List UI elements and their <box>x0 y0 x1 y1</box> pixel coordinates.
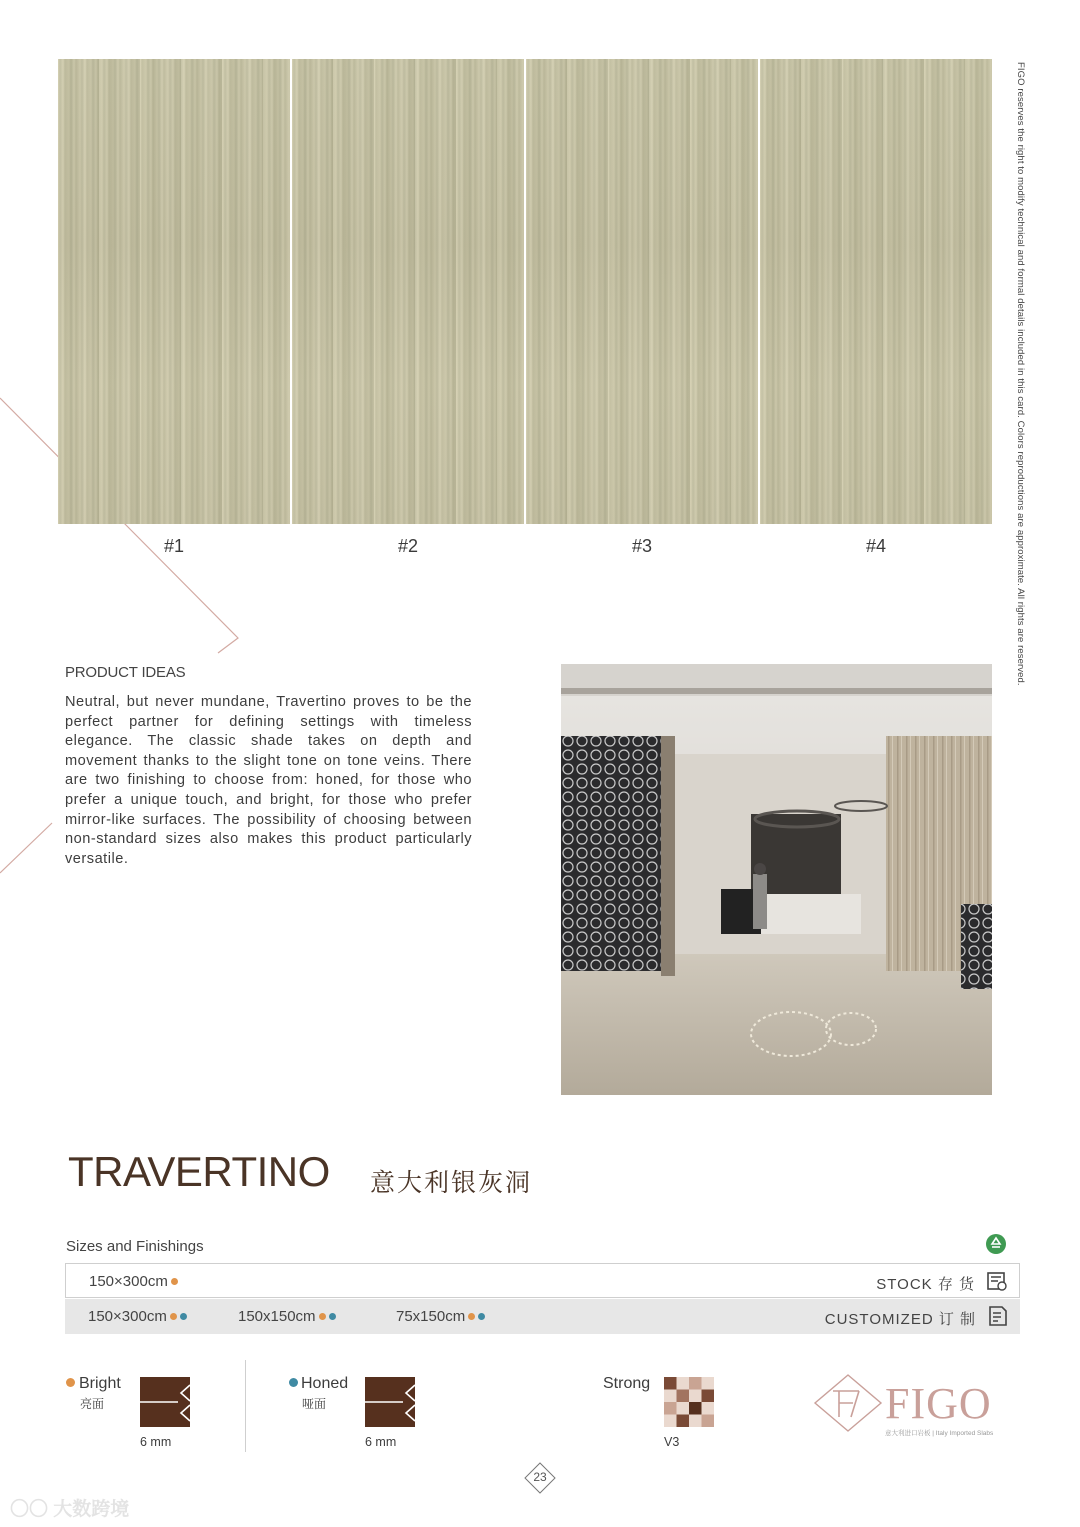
custom-size-cell <box>238 1308 336 1325</box>
swatch-label: #3 <box>631 536 653 556</box>
honed-dot-icon <box>180 1313 187 1320</box>
swatch-label: #2 <box>397 536 419 556</box>
finish-bright-thickness: 6 mm <box>140 1435 172 1449</box>
finish-honed-label: Honed <box>301 1375 349 1392</box>
sizes-title: Sizes and Finishings <box>66 1238 204 1255</box>
honed-dot-icon <box>478 1313 485 1320</box>
divider <box>245 1360 246 1452</box>
size-value: 75x150cm <box>396 1308 466 1325</box>
stock-size-cell <box>89 1273 178 1290</box>
product-name-cn: 意大利银灰洞 <box>370 1169 533 1197</box>
swatch-label: #1 <box>163 536 185 556</box>
finish-honed-cn: 哑面 <box>302 1397 327 1411</box>
bright-dot-icon <box>468 1313 475 1320</box>
honed-thickness-icon <box>365 1377 415 1427</box>
watermark <box>10 1494 129 1521</box>
stock-box-icon <box>985 1269 1009 1293</box>
brand-name: FIGO <box>885 1379 992 1428</box>
variation-pattern-icon <box>664 1377 714 1427</box>
finish-honed-thickness: 6 mm <box>365 1435 397 1449</box>
honed-dot-icon <box>289 1378 298 1387</box>
swatch-label: #4 <box>865 536 887 556</box>
recycle-icon <box>985 1233 1007 1255</box>
variation-code: V3 <box>664 1435 680 1449</box>
slab-swatch-2 <box>292 59 524 524</box>
customized-row <box>65 1299 1020 1334</box>
variation-label: Strong <box>603 1375 651 1392</box>
bright-dot-icon <box>319 1313 326 1320</box>
slab-swatch-3 <box>526 59 758 524</box>
size-value: 150x150cm <box>238 1308 316 1325</box>
finish-bright-cn: 亮面 <box>80 1397 105 1411</box>
watermark-text: 大数跨境 <box>53 1499 130 1520</box>
page-number: 23 <box>533 1470 547 1484</box>
stock-label: STOCK 存 货 <box>876 1276 975 1293</box>
slab-swatch-1 <box>58 59 290 524</box>
brand-tagline: 意大利进口岩板 | Italy Imported Slabs <box>885 1430 994 1437</box>
interior-photo <box>561 664 992 1095</box>
customized-label: CUSTOMIZED 订 制 <box>824 1311 976 1328</box>
finish-bright-label: Bright <box>79 1375 121 1392</box>
figo-logo-icon <box>813 1373 883 1433</box>
product-name: TRAVERTINO <box>68 1148 330 1195</box>
side-disclaimer: FIGO reserves the right to modify technical and formal details included in this card. Colors reproductions are approximate. All rights are reserved. <box>1015 62 1026 686</box>
stock-row <box>65 1263 1020 1298</box>
honed-dot-icon <box>329 1313 336 1320</box>
bright-dot-icon <box>170 1313 177 1320</box>
customized-doc-icon <box>986 1304 1010 1328</box>
bright-thickness-icon <box>140 1377 190 1427</box>
watermark-logo-icon: 〇〇 <box>10 1499 54 1520</box>
custom-size-cell <box>88 1308 187 1325</box>
bright-dot-icon <box>171 1278 178 1285</box>
slab-swatch-4 <box>760 59 992 524</box>
size-value: 150×300cm <box>89 1273 168 1290</box>
page-number-badge <box>524 1462 556 1494</box>
product-ideas-body: Neutral, but never mundane, Travertino proves to be the perfect partner for defining settings with timeless elegance. The classic shade takes on depth and movement thanks to the slight tone on tone veins. There are two finishing to choose from: honed, for those who prefer a unique touch, and bright, for those who prefer mirror-like surfaces. The possibility of choosing between non-standard sizes also makes this product particularly versatile. <box>65 694 472 867</box>
product-ideas-title: PRODUCT IDEAS <box>65 664 186 681</box>
bright-dot-icon <box>66 1378 75 1387</box>
size-value: 150×300cm <box>88 1308 167 1325</box>
custom-size-cell <box>396 1308 485 1325</box>
